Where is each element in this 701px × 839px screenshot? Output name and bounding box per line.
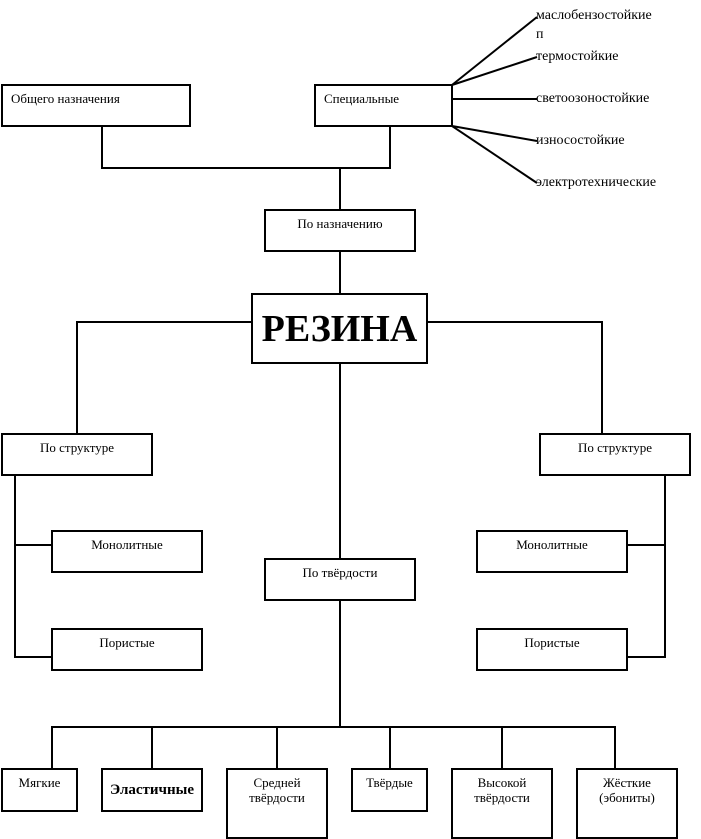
root-label: РЕЗИНА	[261, 307, 418, 350]
medium-hardness-label-line2: твёрдости	[249, 790, 305, 805]
oil-resistant-label: маслобензостойкие	[536, 8, 652, 23]
porous-left-box	[51, 628, 203, 671]
by-purpose-label: По назначению	[297, 216, 383, 231]
structure-left-box	[1, 433, 153, 476]
monolithic-left-label: Монолитные	[91, 537, 163, 552]
medium-hardness-box	[226, 768, 328, 839]
rigid-label-line1: Жёсткие	[603, 775, 651, 790]
general-purpose-label: Общего назначения	[11, 91, 120, 106]
by-hardness-label: По твёрдости	[302, 565, 378, 580]
high-hardness-label-line1: Высокой	[477, 775, 527, 790]
monolithic-right-box	[476, 530, 628, 573]
by-purpose-box	[264, 209, 416, 252]
high-hardness-label-line2: твёрдости	[474, 790, 530, 805]
heat-resistant-label: термостойкие	[536, 49, 619, 64]
high-hardness-box	[451, 768, 553, 839]
light-ozone-resistant-label: светоозоностойкие	[536, 91, 650, 106]
structure-right-box	[539, 433, 691, 476]
structure-left-label: По структуре	[39, 440, 114, 455]
porous-right-label: Пористые	[524, 635, 580, 650]
special-purpose-label: Специальные	[324, 91, 400, 106]
oil-resistant-wrap-label: п	[536, 27, 544, 42]
hard-label: Твёрдые	[366, 775, 413, 790]
porous-left-label: Пористые	[99, 635, 155, 650]
soft-box	[1, 768, 78, 812]
special-purpose-box	[314, 84, 453, 127]
hard-box	[351, 768, 428, 812]
rigid-box	[576, 768, 678, 839]
soft-label: Мягкие	[18, 775, 61, 790]
rigid-label-line2: (эбониты)	[599, 790, 655, 805]
monolithic-left-box	[51, 530, 203, 573]
medium-hardness-label-line1: Средней	[253, 775, 301, 790]
monolithic-right-label: Монолитные	[516, 537, 588, 552]
elastic-box	[101, 768, 203, 812]
structure-right-label: По структуре	[577, 440, 652, 455]
wear-resistant-label: износостойкие	[536, 133, 625, 148]
elastic-label: Эластичные	[109, 781, 195, 798]
root-node	[251, 293, 428, 364]
by-hardness-box	[264, 558, 416, 601]
porous-right-box	[476, 628, 628, 671]
electrotechnical-label: электротехнические	[536, 175, 657, 190]
general-purpose-box	[1, 84, 191, 127]
